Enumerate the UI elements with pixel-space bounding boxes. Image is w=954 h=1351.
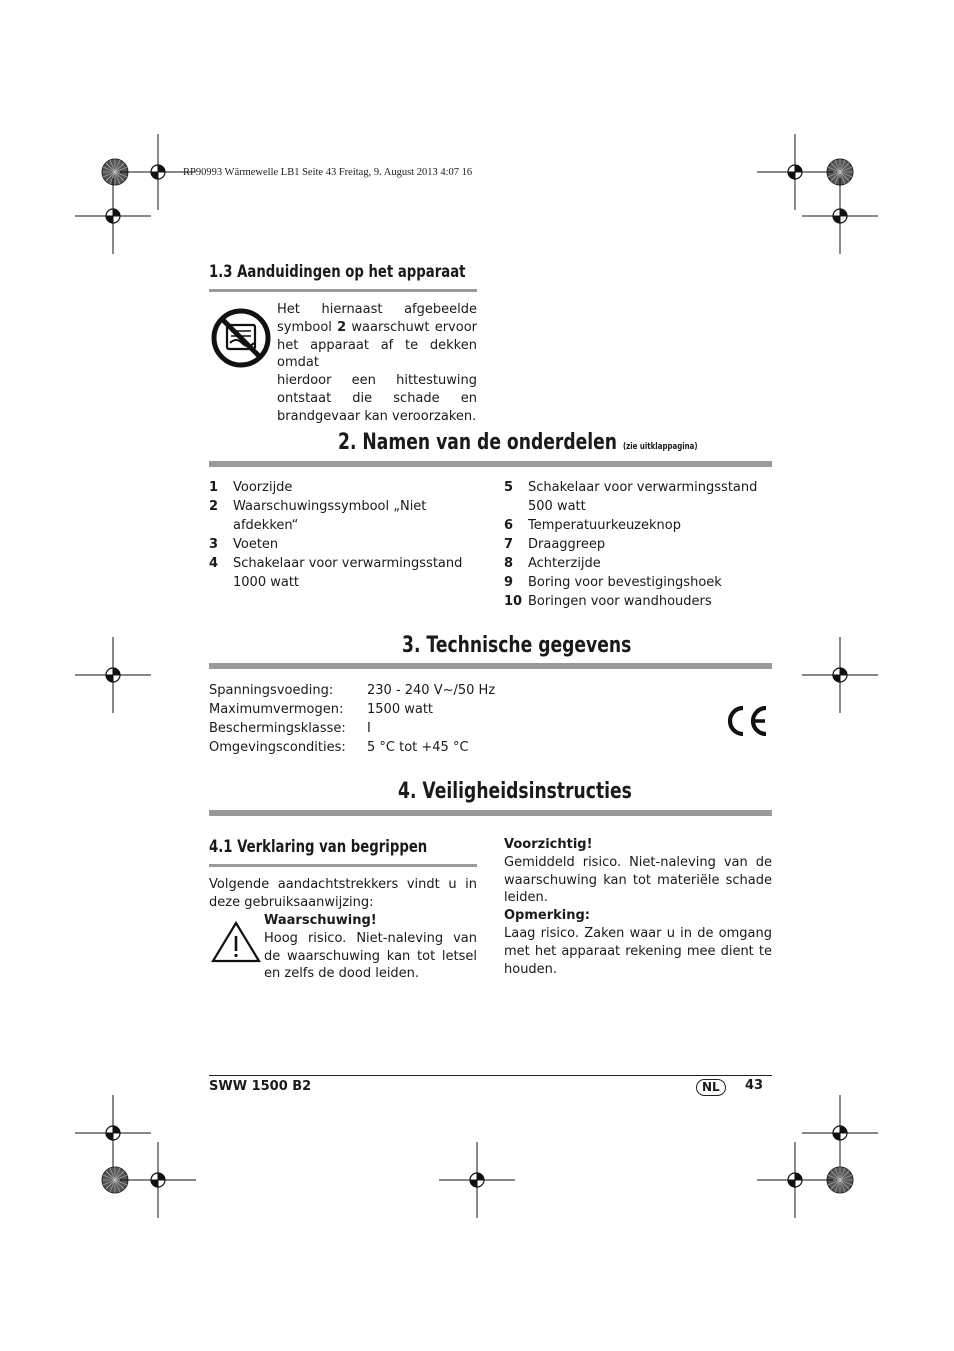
warning-text: Hoog risico. Niet-naleving van de waarschuwing kan tot letsel en zelfs de dood leiden. [264, 930, 477, 982]
table-row: Beschermingsklasse: I [209, 721, 371, 736]
list-item: 2 Waarschuwingssymbool „Niet afdekken“ [209, 499, 427, 533]
warning-block [264, 912, 477, 983]
list-item: 4 Schakelaar voor verwarmingsstand 1000 watt [209, 556, 463, 590]
caution-title: Voorzichtig! [504, 837, 593, 852]
table-row: Spanningsvoeding: 230 - 240 V~/50 Hz [209, 683, 496, 698]
caution-note-block [504, 836, 772, 978]
caution-text: Gemiddeld risico. Niet-naleving van de waarschuwing kan tot materiële schade leiden. [504, 854, 772, 906]
print-info: RP90993 Wärmewelle LB1 Seite 43 Freitag, 9. August 2013 4:07 16 [183, 167, 473, 178]
section-3-rule [209, 663, 772, 669]
language-badge: NL [696, 1079, 726, 1096]
section-4-heading: 4. Veiligheidsinstructies [398, 779, 632, 804]
ce-mark-icon [724, 705, 770, 737]
section-4-1-rule [209, 864, 477, 867]
footer-rule [209, 1075, 772, 1076]
parts-list-left [209, 478, 471, 592]
warning-title: Waarschuwing! [264, 913, 377, 928]
section-4-rule [209, 810, 772, 816]
section-1-3-text: Het hiernaast afgebeelde symbool 2 waarschuwt ervoor het apparaat af te dekken omdat hierdoor een hittestuwing ontstaat die schade en brandgevaar kan veroorzaken. [277, 302, 477, 424]
section-2-heading: 2. Namen van de onderdelen (zie uitklappagina) [338, 430, 698, 455]
section-2-note: (zie uitklappagina) [622, 442, 698, 452]
list-item: 6 Temperatuurkeuzeknop [504, 518, 681, 533]
section-1-3-rule [209, 289, 477, 292]
list-item: 3 Voeten [209, 537, 279, 552]
section-3-heading: 3. Technische gegevens [402, 633, 632, 658]
parts-list-right [504, 478, 772, 611]
table-row: Omgevingscondities: 5 °C tot +45 °C [209, 740, 469, 755]
section-2-rule [209, 461, 772, 467]
list-item: 9 Boring voor bevestigingshoek [504, 575, 722, 590]
list-item: 1 Voorzijde [209, 480, 293, 495]
list-item: 8 Achterzijde [504, 556, 601, 571]
footer-model: SWW 1500 B2 [209, 1079, 312, 1094]
section-1-3-heading: 1.3 Aanduidingen op het apparaat [209, 262, 466, 282]
tech-data-table [209, 681, 609, 757]
note-text: Laag risico. Zaken waar u in de omgang met het apparaat rekening mee dient te houden. [504, 925, 772, 977]
no-cover-warning-icon [210, 307, 272, 369]
list-item: 5 Schakelaar voor verwarmingsstand 500 watt [504, 480, 758, 514]
list-item: 7 Draaggreep [504, 537, 606, 552]
section-4-1-intro: Volgende aandachtstrekkers vindt u in deze gebruiksaanwijzing: [209, 877, 477, 910]
section-4-1-heading: 4.1 Verklaring van begrippen [209, 837, 428, 857]
note-title: Opmerking: [504, 908, 590, 924]
list-item: 10 Boringen voor wandhouders [504, 594, 712, 609]
table-row: Maximumvermogen: 1500 watt [209, 702, 434, 717]
page-number: 43 [745, 1078, 764, 1093]
warning-triangle-icon [210, 920, 262, 964]
